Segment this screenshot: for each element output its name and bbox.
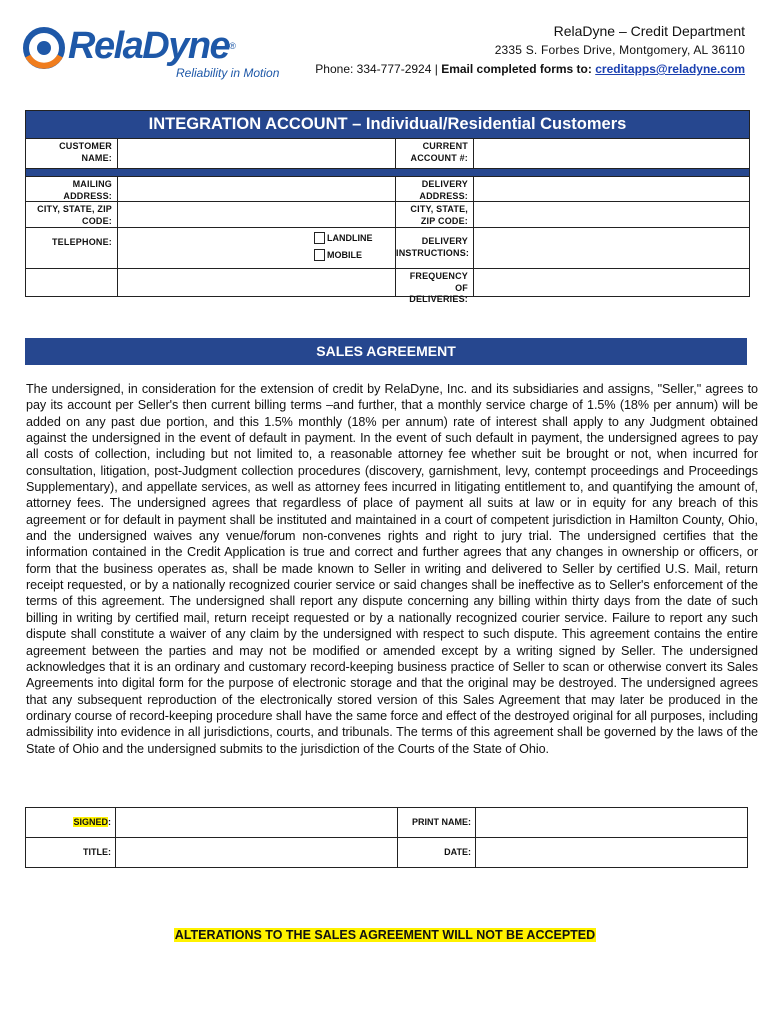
frequency-label: FREQUENCY OF DELIVERIES:	[396, 269, 474, 296]
signed-field[interactable]	[116, 808, 398, 837]
telephone-field[interactable]	[118, 228, 396, 268]
telephone-label: TELEPHONE:	[26, 228, 118, 268]
department-address: 2335 S. Forbes Drive, Montgomery, AL 36110	[494, 43, 745, 57]
print-name-label: PRINT NAME:	[398, 808, 476, 837]
delivery-city-state-zip-label: CITY, STATE, ZIP CODE:	[396, 202, 474, 227]
landline-label: LANDLINE	[327, 233, 373, 243]
title-field[interactable]	[116, 838, 398, 867]
sales-agreement-body: The undersigned, in consideration for the extension of credit by RelaDyne, Inc. and its subsidiaries and assigns, "Seller," agrees to pay its account per Seller's then current billing terms –and further, that a monthly service charge of 1.5% (18% per annum) will be added on any past due portion, and this 1.5% monthly (18% per annum) rate of interest shall apply to any Judgment obtained against the undersigned in the event of default in payment. In the event of such default in payment, the undersigned agrees to pay all costs of collection, including but not limited to, a reasonable attorney fee whether suit be brought or not, when incurred for consultation, litigation, post-Judgment collection procedures (discovery, garnishment, levy, contempt proceedings and Proceedings Supplementary), and appellate services, as well as attorney fees incurred in litigating entitlement to, and quantifying the amount of, attorney fees. The undersigned agrees that regardless of place of payment all suits at law or in equity for any breach of this agreement or for default in payment shall be instituted and maintained in a court of competent jurisdiction in Hamilton County, Ohio, and the undersigned waives any venue/forum non-convenes rights and right to jury trial. The undersigned certifies that the information contained in the Credit Application is true and correct and further agrees that any changes in ownership or officers, or form that the business operates as, shall be made known to Seller in writing and delivered to Seller by certified U.S. Mail, return receipt requested, or by a nationally recognized courier service or said changes shall be ineffective as to Seller's enforcement of the terms of this agreement. The undersigned shall report any dispute concerning any billing within thirty days from the date of such billing in writing by certified mail, return receipt requested or by a nationally recognized courier service. Failure to report any such dispute shall constitute a waiver of any claim by the undersigned with respect to such dispute. This agreement contains the entire agreement between the parties and may not be modified or amended except by a writing signed by Seller. The undersigned acknowledges that it is an ordinary and customary record-keeping business practice of Seller to scan or otherwise convert its Sales Agreements into digital form for the purpose of electronic storage and that the original may be destroyed. The undersigned agrees that any subsequent reproduction of the electronically stored version of this Sales Agreement that may later be produced in the ordinary course of record-keeping procedure shall have the same force and effect of the destroyed original for all purposes, including admissibility into evidence in all jurisdictions, courts, and tribunals. The terms of this agreement shall be governed by the laws of the State of Ohio and the undersigned submits to the jurisdiction of the Courts of the State of Ohio.	[26, 382, 758, 756]
delivery-address-label: DELIVERY ADDRESS:	[396, 177, 474, 201]
empty-field-cell	[118, 269, 396, 296]
delivery-instructions-field[interactable]	[474, 228, 749, 268]
mailing-address-label: MAILING ADDRESS:	[26, 177, 118, 201]
signed-label: SIGNED:	[26, 808, 116, 837]
customer-name-field[interactable]	[118, 139, 396, 168]
delivery-instructions-label: DELIVERY INSTRUCTIONS:	[396, 228, 474, 268]
form-title: INTEGRATION ACCOUNT – Individual/Residential Customers	[26, 111, 749, 138]
mobile-option[interactable]	[314, 249, 362, 261]
delivery-city-state-zip-field[interactable]	[474, 202, 749, 227]
date-field[interactable]	[476, 838, 747, 867]
department-title: RelaDyne – Credit Department	[553, 23, 745, 39]
current-account-field[interactable]	[474, 139, 749, 168]
logo-tagline: Reliability in Motion	[176, 66, 280, 80]
alterations-notice: ALTERATIONS TO THE SALES AGREEMENT WILL NOT BE ACCEPTED	[174, 928, 596, 942]
landline-option[interactable]	[314, 232, 373, 244]
current-account-label: CURRENT ACCOUNT #:	[396, 139, 474, 168]
signature-table	[25, 807, 748, 868]
city-state-zip-label: CITY, STATE, ZIP CODE:	[26, 202, 118, 227]
mobile-checkbox[interactable]	[314, 249, 325, 261]
delivery-address-field[interactable]	[474, 177, 749, 201]
frequency-field[interactable]	[474, 269, 749, 296]
city-state-zip-field[interactable]	[118, 202, 396, 227]
mailing-address-field[interactable]	[118, 177, 396, 201]
reladyne-swirl-icon	[22, 26, 68, 70]
logo-wordmark: RelaDyne®	[68, 25, 235, 67]
phone-text: Phone: 334-777-2924 |	[315, 62, 442, 76]
customer-name-label: CUSTOMER NAME:	[26, 139, 118, 168]
contact-header	[315, 22, 745, 79]
email-prompt: Email completed forms to:	[441, 62, 592, 76]
print-name-field[interactable]	[476, 808, 747, 837]
empty-label-cell	[26, 269, 118, 296]
title-label: TITLE:	[26, 838, 116, 867]
email-link[interactable]: creditapps@reladyne.com	[595, 62, 745, 76]
mobile-label: MOBILE	[327, 250, 362, 260]
reladyne-logo	[22, 24, 282, 84]
form-divider	[26, 168, 749, 176]
date-label: DATE:	[398, 838, 476, 867]
sales-agreement-heading: SALES AGREEMENT	[25, 338, 747, 365]
customer-info-form	[25, 110, 750, 304]
landline-checkbox[interactable]	[314, 232, 325, 244]
contact-line	[315, 60, 745, 79]
